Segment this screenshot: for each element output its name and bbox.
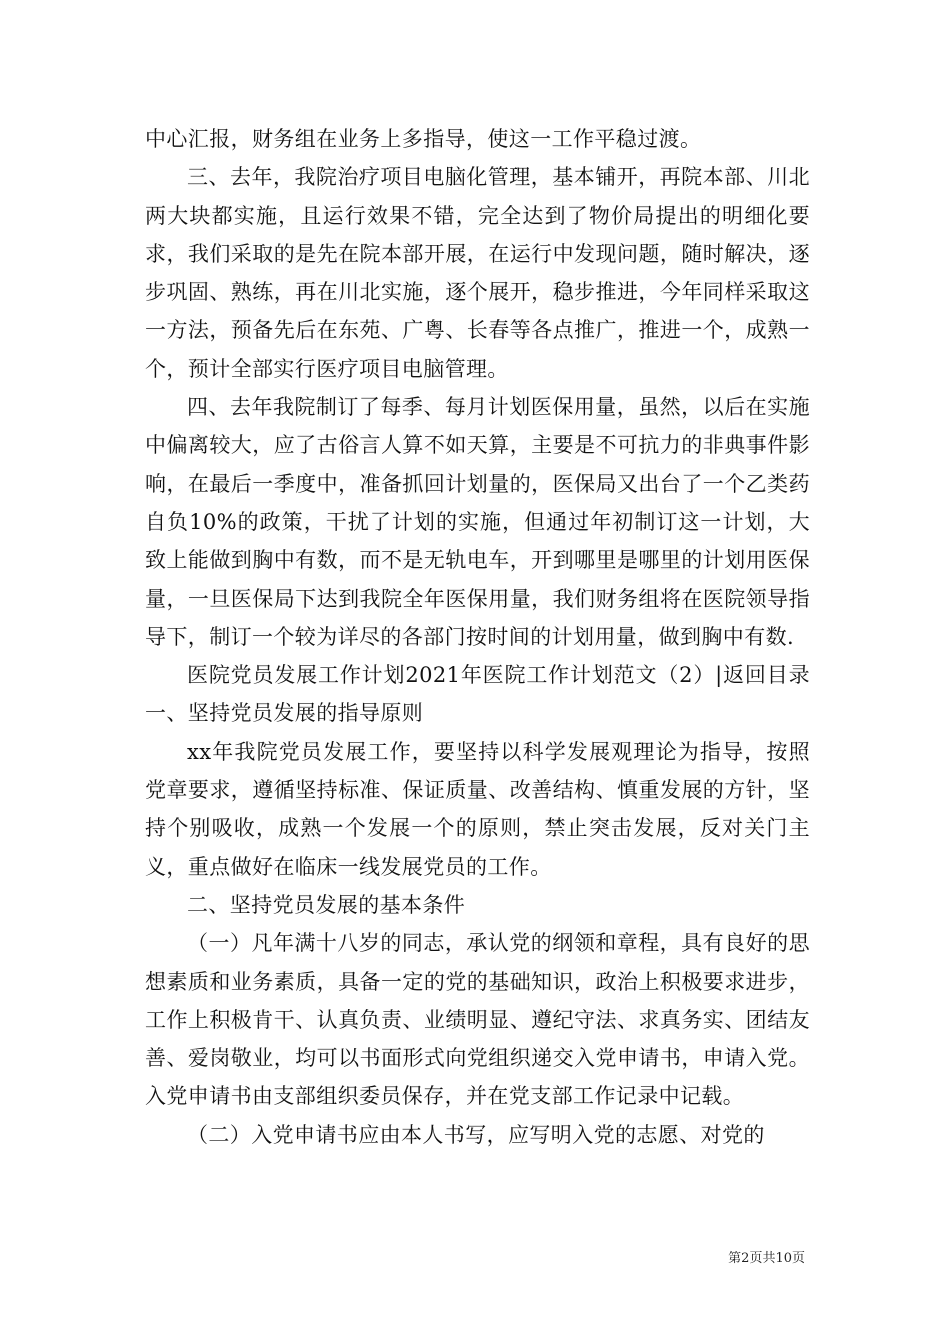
paragraph: 三、去年，我院治疗项目电脑化管理，基本铺开，再院本部、川北两大块都实施，且运行效果不错，完全达到了物价局提出的明细化要求，我们采取的是先在院本部开展，在运行中发现问题，随时解决，逐步巩固、熟练，再在川北实施，逐个展开，稳步推进，今年同样采取这一方法，预备先后在东苑、广粤、长春等各点推广，推进一个，成熟一个，预计全部实行医疗项目电脑管理。 bbox=[145, 165, 810, 381]
paragraph: 医院党员发展工作计划2021年医院工作计划范文（2）|返回目录一、坚持党员发展的指导原则 bbox=[145, 663, 810, 726]
document-body bbox=[145, 120, 810, 1154]
paragraph: 四、去年我院制订了每季、每月计划医保用量，虽然，以后在实施中偏离较大，应了古俗言人算不如天算，主要是不可抗力的非典事件影响，在最后一季度中，准备抓回计划量的，医保局又出台了一个乙类药自负10%的政策，干扰了计划的实施，但通过年初制订这一计划，大致上能做到胸中有数，而不是无轨电车，开到哪里是哪里的计划用医保量，一旦医保局下达到我院全年医保用量，我们财务组将在医院领导指导下，制订一个较为详尽的各部门按时间的计划用量，做到胸中有数. bbox=[145, 395, 810, 649]
section-heading: 二、坚持党员发展的基本条件 bbox=[187, 892, 466, 917]
paragraph: （一）凡年满十八岁的同志，承认党的纲领和章程，具有良好的思想素质和业务素质，具备一定的党的基础知识，政治上积极要求进步，工作上积极肯干、认真负责、业绩明显、遵纪守法、求真务实、团结友善、爱岗敬业，均可以书面形式向党组织递交入党申请书，申请入党。入党申请书由支部组织委员保存，并在党支部工作记录中记载。 bbox=[145, 931, 810, 1109]
paragraph: （二）入党申请书应由本人书写，应写明入党的志愿、对党的 bbox=[187, 1122, 765, 1147]
paragraph: xx年我院党员发展工作，要坚持以科学发展观理论为指导，按照党章要求，遵循坚持标准、保证质量、改善结构、慎重发展的方针，坚持个别吸收，成熟一个发展一个的原则，禁止突击发展，反对关门主义，重点做好在临床一线发展党员的工作。 bbox=[145, 739, 810, 879]
page-number-footer: 第2页共10页 bbox=[728, 1251, 805, 1266]
paragraph: 中心汇报，财务组在业务上多指导，使这一工作平稳过渡。 bbox=[145, 127, 702, 151]
